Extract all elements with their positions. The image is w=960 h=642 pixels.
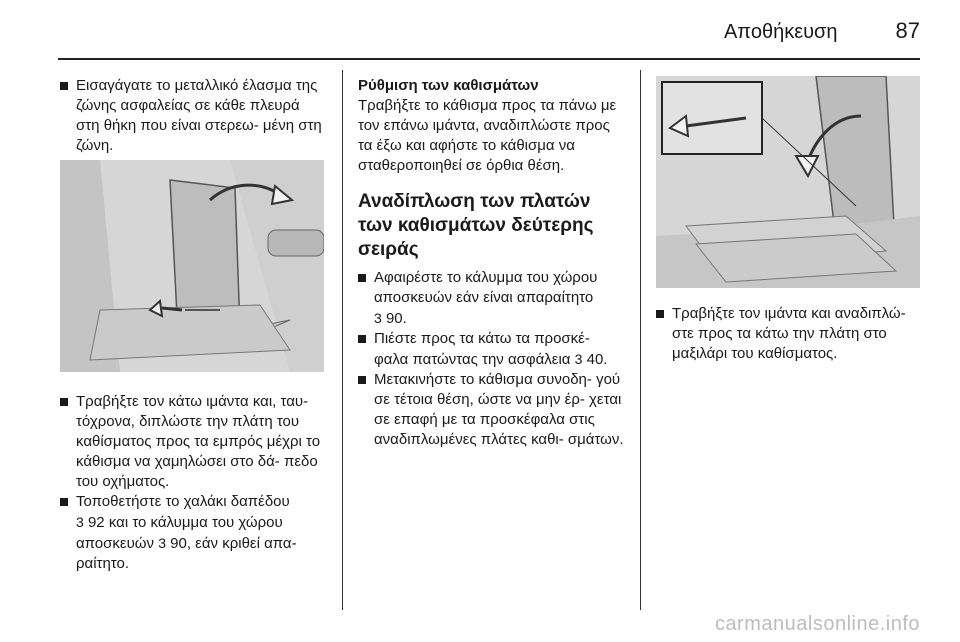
col1-bullet-3-text-b: και το κάλυμμα του χώρου αποσκευών xyxy=(76,514,283,552)
page-ref-icon: 3 xyxy=(76,514,84,530)
column-divider-2 xyxy=(640,70,641,610)
col1-bullet-2: Τραβήξτε τον κάτω ιμάντα και, ταυ- τόχρονα, διπλώστε την πλάτη του καθίσματος προς τα εμπρός μέχρι το κάθισμα να χαμηλώσει στο δά- πεδο του οχήματος. xyxy=(60,392,326,492)
col1-bullet-1: Εισαγάγατε το μεταλλικό έλασμα της ζώνης ασφαλείας σε κάθε πλευρά στη θήκη που είναι στερεω- μένη στη ζώνη. xyxy=(60,76,326,156)
col2-bullet-1-text: Αφαιρέστε το κάλυμμα του χώρου αποσκευών εάν είναι απαραίτητο xyxy=(374,269,598,306)
page-number: 87 xyxy=(895,18,920,43)
page-ref-92: 92 xyxy=(87,514,105,531)
section-title-fold-second-row: Αναδίπλωση των πλατών των καθισμάτων δεύτερης σειράς xyxy=(358,191,594,260)
adjust-seats-subheading: Ρύθμιση των καθισμάτων xyxy=(358,77,539,94)
column-1 xyxy=(60,76,326,574)
adjust-seats-paragraph: Τραβήξτε το κάθισμα προς τα πάνω με τον επάνω ιμάντα, αναδιπλώστε προς τα έξω και αφήστε το κάθισμα να σταθεροποιηθεί σε όρθια θέση. xyxy=(358,97,617,174)
page-ref-icon: 3 xyxy=(158,535,166,551)
figure-seat-fold-rear xyxy=(656,76,920,288)
page-ref-icon: 3 xyxy=(574,351,583,367)
column-3 xyxy=(656,76,920,364)
col2-bullet-1 xyxy=(358,268,624,329)
page-ref-90: 90. xyxy=(385,310,407,327)
page-ref-90: 90 xyxy=(170,535,187,552)
seat-fold-side-illustration xyxy=(60,160,324,372)
col1-bullet-3-text-c: , εάν κριθεί απα- ραίτητο. xyxy=(76,535,297,572)
col2-bullet-2 xyxy=(358,329,624,370)
page-ref-40: 40. xyxy=(586,351,608,368)
page-ref-icon: 3 xyxy=(374,310,382,326)
watermark: carmanualsonline.info xyxy=(714,613,920,635)
col1-bullet-3-text-a: Τοποθετήστε το χαλάκι δαπέδου xyxy=(76,493,290,510)
page-title: Αποθήκευση xyxy=(723,21,838,43)
figure-seat-fold-side xyxy=(60,160,324,372)
page-header xyxy=(724,18,920,44)
header-rule xyxy=(58,58,920,60)
seat-fold-rear-illustration xyxy=(656,76,920,288)
col3-bullet-1: Τραβήξτε τον ιμάντα και αναδιπλώ- στε προς τα κάτω την πλάτη στο μαξιλάρι του καθίσματος. xyxy=(656,304,920,364)
col2-bullet-2-text: Πιέστε προς τα κάτω τα προσκέ- φαλα πατώντας την ασφάλεια xyxy=(374,330,590,368)
column-2 xyxy=(358,76,624,450)
col1-bullet-3 xyxy=(60,492,326,574)
col2-bullet-3: Μετακινήστε το κάθισμα συνοδη- γού σε τέτοια θέση, ώστε να μην έρ- χεται σε επαφή με τα προσκέφαλα στις αναδιπλωμένες πλάτες καθι- σμάτων. xyxy=(358,370,624,450)
column-divider-1 xyxy=(342,70,343,610)
